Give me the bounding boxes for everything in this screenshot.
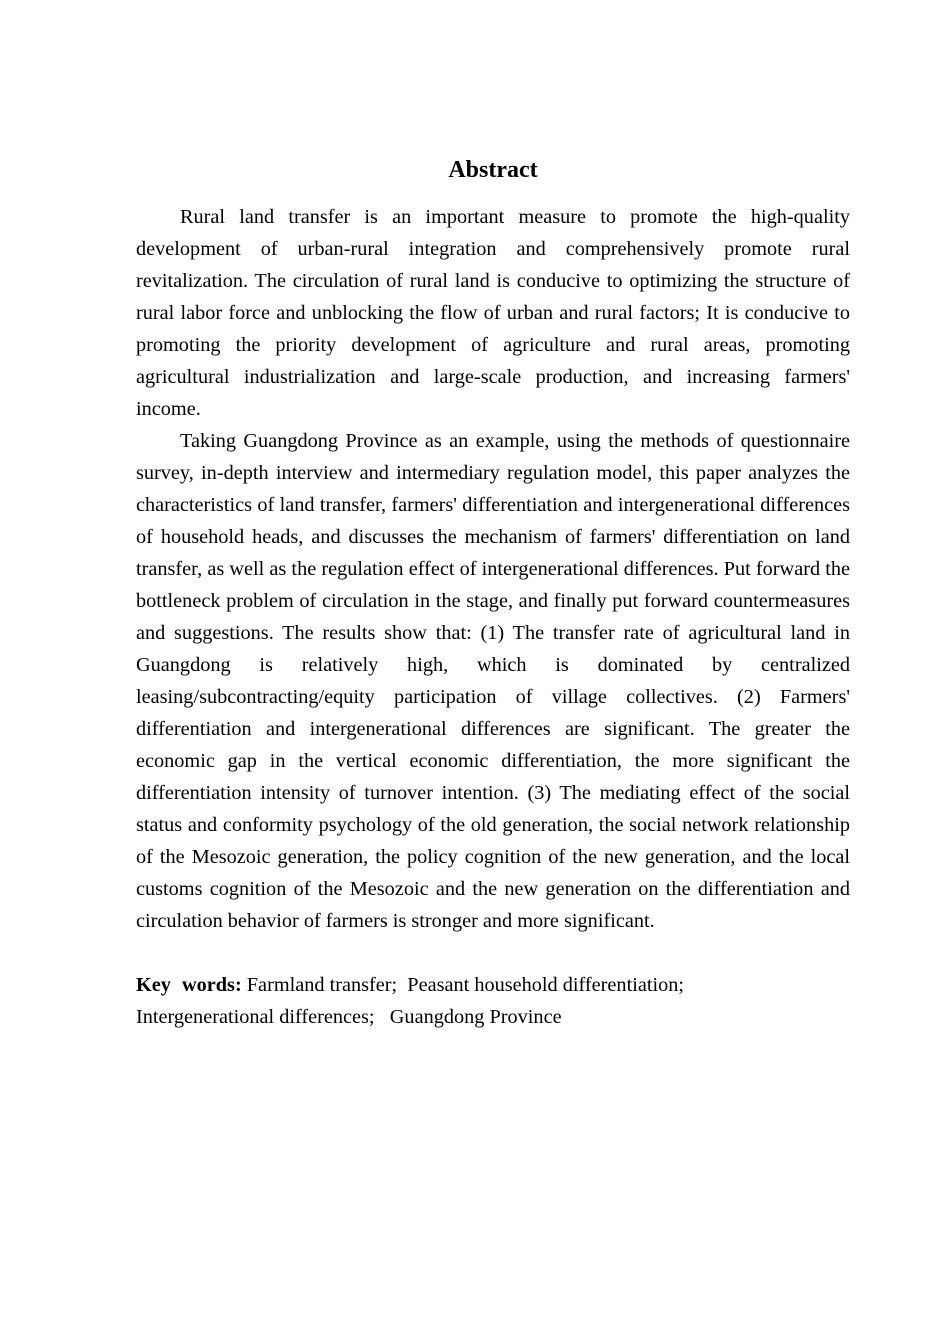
keywords-label: Key words:	[136, 974, 242, 996]
abstract-paragraph-1: Rural land transfer is an important measure to promote the high-quality development of urban-rural integration and comprehensively promote rural revitalization. The circulation of rural land is conducive to optimizing the structure of rural labor force and unblocking the flow of urban and rural factors; It is conducive to promoting the priority development of agriculture and rural areas, promoting agricultural industrialization and large-scale production, and increasing farmers' income.	[136, 206, 850, 420]
keyword-item: Peasant household differentiation;	[407, 974, 685, 996]
abstract-title: Abstract	[448, 157, 538, 183]
keywords-block	[136, 969, 850, 1033]
abstract-page	[136, 153, 850, 1033]
abstract-paragraph-2: Taking Guangdong Province as an example, using the methods of questionnaire survey, in-depth interview and intermediary regulation model, this paper analyzes the characteristics of land transfer, farmers' differentiation and intergenerational differences of household heads, and discusses the mechanism of farmers' differentiation on land transfer, as well as the regulation effect of intergenerational differences. Put forward the bottleneck problem of circulation in the stage, and finally put forward countermeasures and suggestions. The results show that: (1) The transfer rate of agricultural land in Guangdong is relatively high, which is dominated by centralized leasing/subcontracting/equity participation of village collectives. (2) Farmers' differentiation and intergenerational differences are significant. The greater the economic gap in the vertical economic differentiation, the more significant the differentiation intensity of turnover intention. (3) The mediating effect of the social status and conformity psychology of the old generation, the social network relationship of the Mesozoic generation, the policy cognition of the new generation, and the local customs cognition of the Mesozoic and the new generation on the differentiation and circulation behavior of farmers is stronger and more significant.	[136, 430, 850, 932]
keyword-item: Intergenerational differences;	[136, 1006, 375, 1028]
keyword-item: Guangdong Province	[389, 1006, 562, 1028]
keyword-item: Farmland transfer;	[246, 974, 398, 996]
